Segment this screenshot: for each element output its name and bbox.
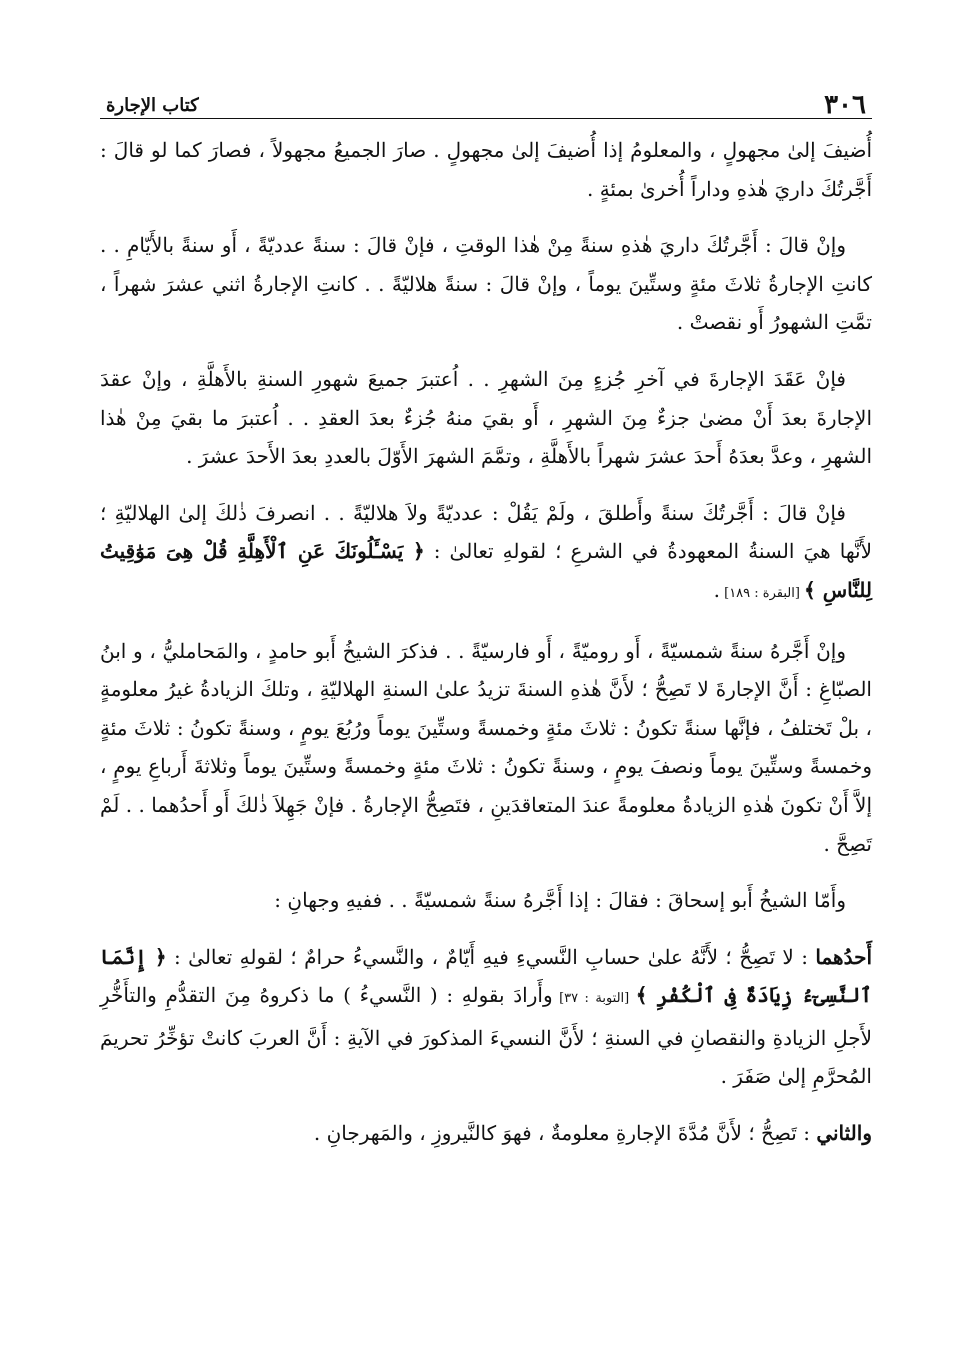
paragraph-first-view xyxy=(100,938,872,1096)
page-number: ٣٠٦ xyxy=(824,90,866,120)
body-text xyxy=(100,131,872,1153)
paragraph-text: وإنْ أَجَّرهُ سنةً شمسيّةً ، أَو روميّةً ، أَو فارسيّةً . . فذكرَ الشيخُ أَبو حامدٍ ، والمَحامليُّ ، و ابنُ الصبّاغِ : أَنَّ الإجارةَ لا تَصِحُّ ؛ لأَنَّ هٰذهِ السنةَ تزيدُ علىٰ السنةِ الهلاليّةِ ، وتلكَ الزيادةُ غيرُ معلومةٍ ، بلْ تَختلفُ ، فإنَّها سنةً تكونُ : ثلاثَ مئةٍ وخمسةً وستِّينَ يوماً ورُبُعَ يومٍ ، وسنةً تكونُ : ثلاثَ مئةٍ وخمسةً وستِّينَ يوماً ونصفَ يومٍ ، وسنةً تكونُ : ثلاثَ مئةٍ وخمسةً وستِّينَ يوماً وثلاثةَ أَرباعِ يومٍ ، إلاَّ أَنْ تكونَ هٰذهِ الزيادةُ معلومةً عندَ المتعاقدَينِ ، فتَصِحُّ الإجارةُ . فإنْ جَهِلاَ ذٰلكَ أَو أَحدُهما . . لَمْ تَصِحَّ . xyxy=(100,638,872,856)
paragraph-text: : تَصِحُّ ؛ لأَنَّ مُدَّةَ الإجارةِ معلومةٌ ، فهوَ كالنَّيروزِ ، والمَهرجانِ . xyxy=(313,1121,817,1146)
paragraph-text: فإنْ عَقَدَ الإجارةَ في آخرِ جُزءٍ مِنَ الشهرِ . . اُعتبرَ جميعَ شهورِ السنةِ بالأَهلَّةِ ، وإنْ عقدَ الإجارةَ بعدَ أَنْ مضىٰ جزءٌ مِنَ الشهرِ ، أَو بقيَ منهُ جُزءٌ بعدَ العقدِ . . اُعتبرَ ما بقيَ مِنْ هٰذا الشهرِ ، وعدَّ بعدَهُ أَحدَ عشرَ شهراً بالأَهلَّةِ ، وتمَّمَ الشهرَ الأَوّلَ بالعددِ بعدَ الأَحدَ عشرَ . xyxy=(100,366,872,469)
paragraph-month-start xyxy=(100,360,872,476)
paragraph-unspecified-year xyxy=(100,494,872,614)
paragraph-text: فإنْ قالَ : أَجَّرتُكَ سنةً وأَطلقَ ، ولَمْ يَقُلْ : عدديّةً ولاَ هلاليّةً . . انصرفَ ذٰلكَ إلىٰ الهلاليّةِ ؛ لأَنَّها هيَ السنةُ المعهودةُ في الشرعِ ؛ لقولهِ تعالىٰ : xyxy=(100,500,873,564)
quran-verse: ﴿ يَسْـَٔلُونَكَ عَنِ ٱلْأَهِلَّةِ قُلْ هِىَ مَوَٰقِيتُ لِلنَّاسِ ﴾ xyxy=(100,539,872,602)
book-page xyxy=(100,84,872,1171)
paragraph-second-view xyxy=(100,1114,872,1153)
paragraph-abu-ishaq xyxy=(100,881,872,920)
paragraph-lead: والثاني xyxy=(816,1121,872,1146)
paragraph-text: : لا تَصِحُّ ؛ لأَنَّهُ علىٰ حسابِ النَّسيءِ فيهِ أَيّامٌ ، والنَّسيءُ حرامٌ ؛ لقولهِ تعالىٰ : xyxy=(166,944,816,969)
paragraph-text: وأَمّا الشيخُ أَبو إسحاقَ : فقالَ : إذا أَجَّرهُ سنةً شمسيّةً . . ففيهِ وجهانِ : xyxy=(274,888,846,913)
running-title: كتاب الإجارة xyxy=(106,95,199,116)
verse-reference: [البقرة : ١٨٩] xyxy=(719,585,805,601)
page-header xyxy=(100,84,872,119)
paragraph-continuation xyxy=(100,131,872,208)
paragraph-year-types xyxy=(100,226,872,342)
quran-verse: ﴿ إِنَّمَا ٱلنَّسِىٓءُ زِيَادَةٌ فِى ٱلْكُفْرِ ﴾ xyxy=(100,944,872,1008)
paragraph-solar-year xyxy=(100,632,872,864)
paragraph-lead: أَحدُهما xyxy=(815,944,872,969)
paragraph-text: وإنْ قالَ : أَجَّرتُكَ داريَ هٰذهِ سنةً مِنْ هٰذا الوقتِ ، فإنْ قالَ : سنةً عدديّةً ، أَو سنةً بالأَيّامِ . . كانتِ الإجارةُ ثلاثَ مئةٍ وستِّينَ يوماً ، وإنْ قالَ : سنةً هلاليّةً . . كانتِ الإجارةُ اثني عشرَ شهراً ، تمَّتِ الشهورُ أَو نقصتْ . xyxy=(100,233,872,335)
paragraph-text: وأَرادَ بقولهِ : ( النَّسيءُ ) ما ذكروهُ مِنَ التقدُّمِ والتأَخُّرِ لأَجلِ الزيادةِ والنقصانِ في السنةِ ؛ لأَنَّ النسيءَ المذكورَ في الآيةِ : أَنَّ العربَ كانتْ تؤخِّرُ تحريمَ المُحرَّمِ إلىٰ صَفَرَ . xyxy=(100,983,872,1089)
paragraph-text: . xyxy=(713,577,720,602)
paragraph-text: أُضيفَ إلىٰ مجهولٍ ، والمعلومُ إذا أُضيفَ إلىٰ مجهولٍ . صارَ الجميعُ مجهولاً ، فصارَ كما لو قالَ : أَجَّرتُكَ داريَ هٰذهِ وداراً أُخرىٰ بمئةٍ . xyxy=(100,138,872,201)
verse-reference: [التوبة : ٣٧] xyxy=(552,991,636,1007)
